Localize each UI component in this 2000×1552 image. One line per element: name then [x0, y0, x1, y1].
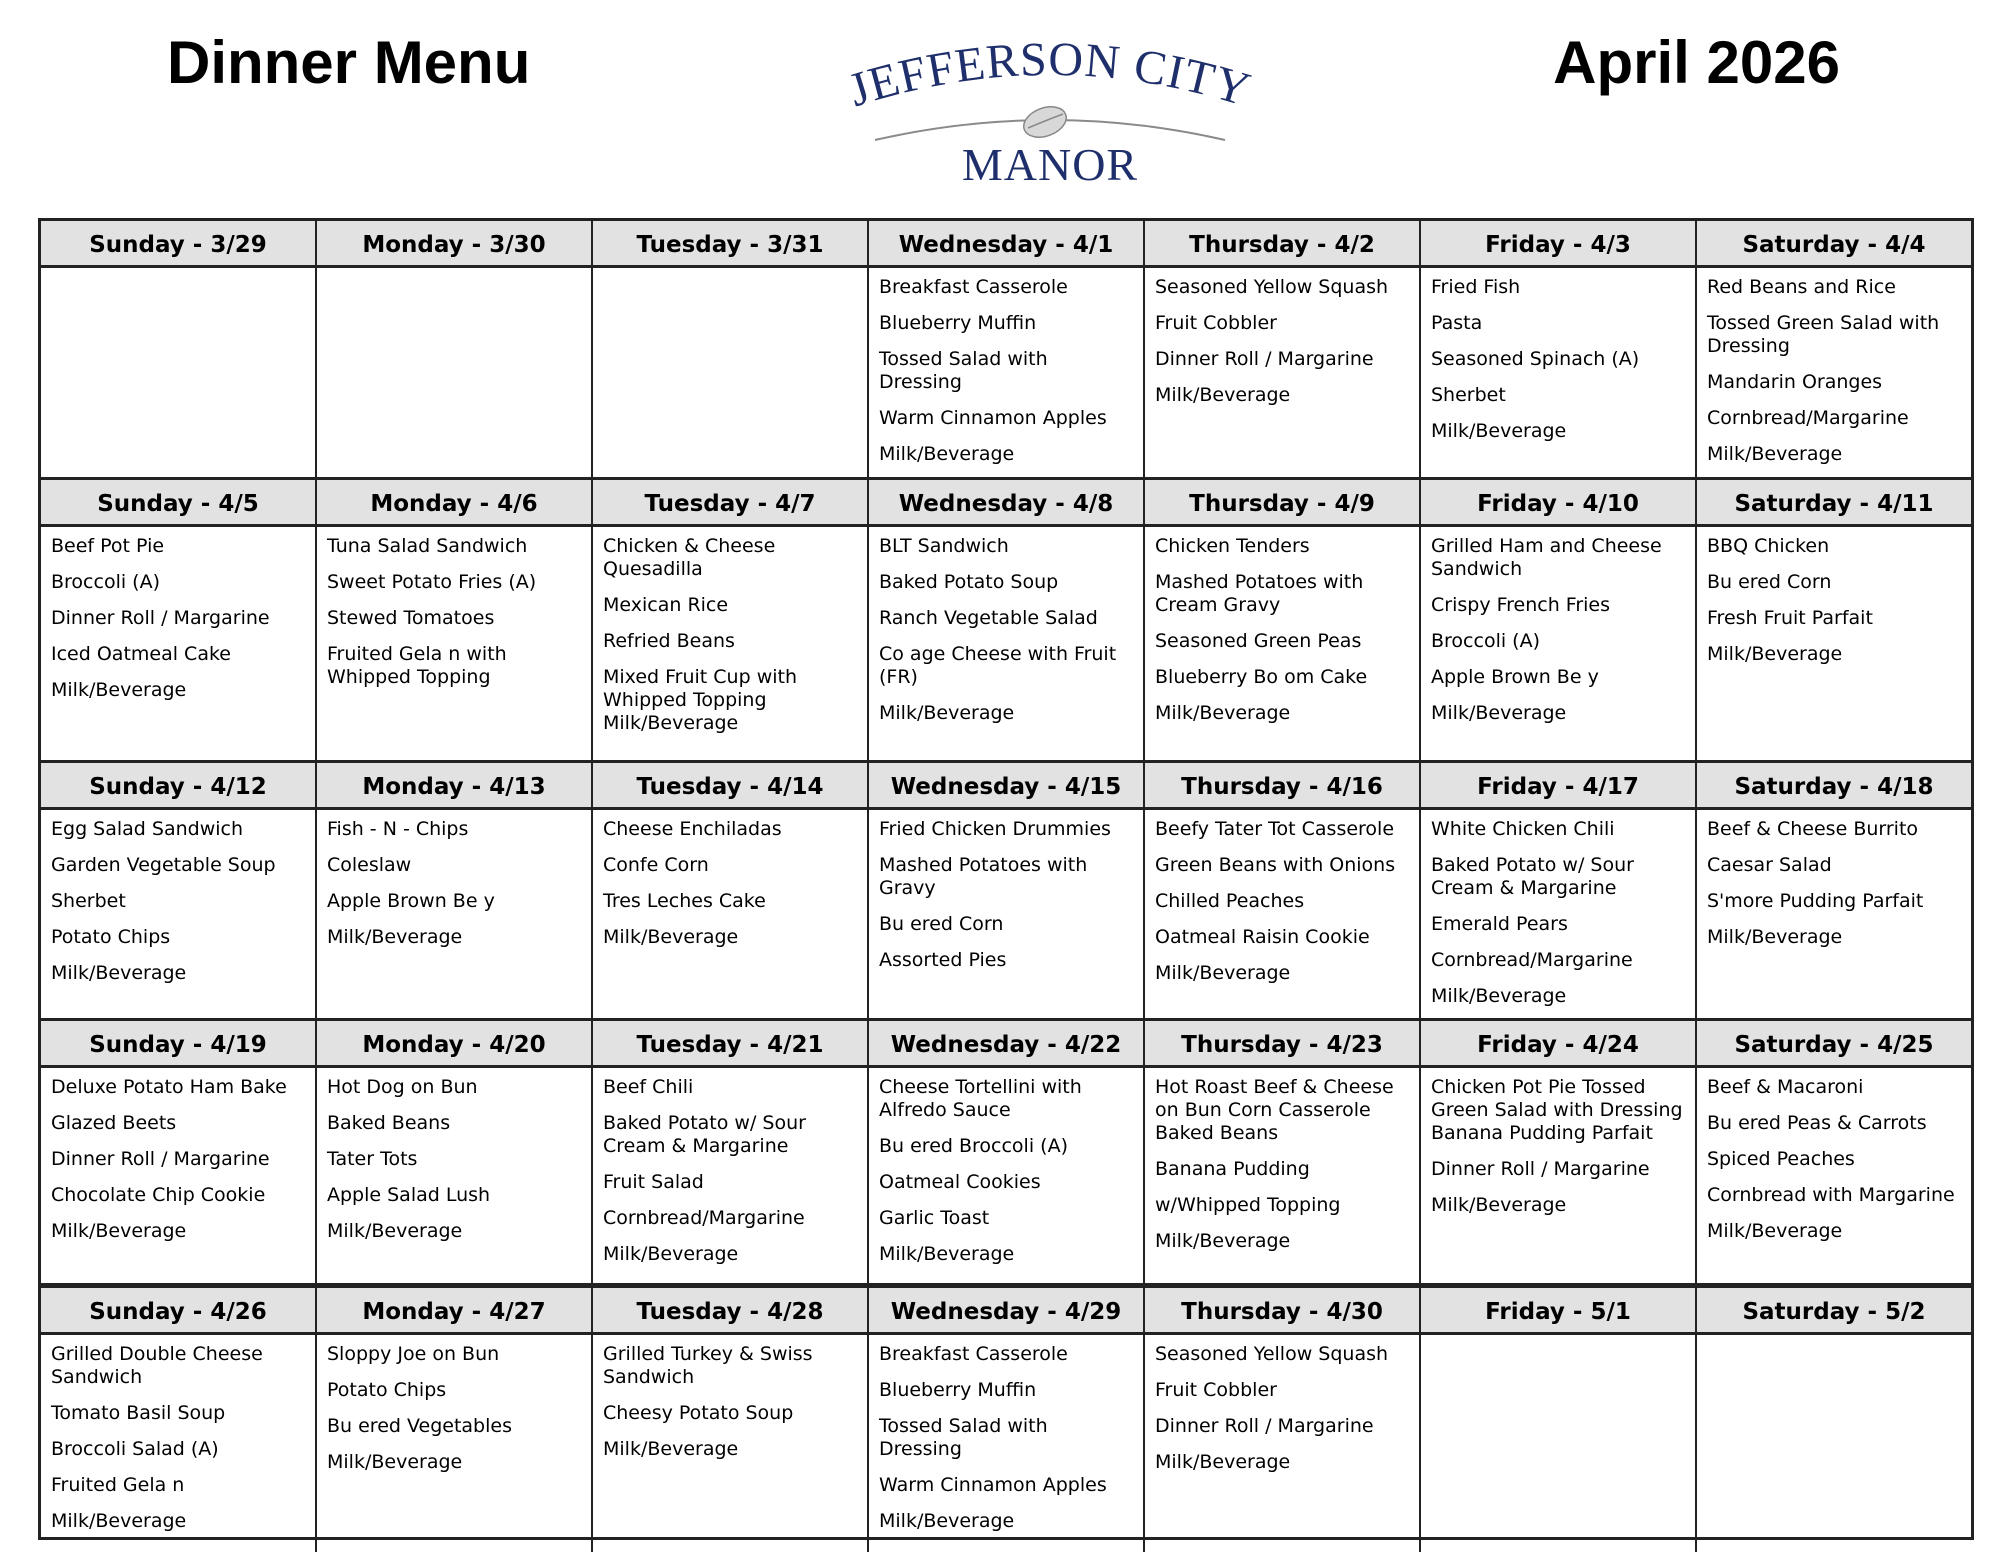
menu-item: Milk/Beverage: [1155, 384, 1291, 406]
menu-item: Tuna Salad Sandwich: [327, 535, 528, 557]
day-menu-cell: [41, 268, 317, 485]
menu-item: Apple Salad Lush: [327, 1184, 491, 1206]
menu-item: Sloppy Joe on Bun: [327, 1343, 500, 1365]
week-2: [41, 480, 1971, 763]
menu-item: Cornbread with Margarine: [1707, 1184, 1955, 1206]
day-menu-cell: [869, 810, 1145, 1027]
menu-item: Baked Potato w/ Sour Cream & Margarine: [603, 1112, 806, 1157]
menu-item: Seasoned Yellow Squash: [1155, 1343, 1389, 1365]
day-header: Monday - 3/30: [317, 221, 593, 265]
menu-item: Fruit Cobbler: [1155, 312, 1277, 334]
menu-item: Milk/Beverage: [1155, 702, 1291, 724]
day-header: Thursday - 4/23: [1145, 1021, 1421, 1065]
menu-item: Fried Fish: [1431, 276, 1521, 298]
menu-item: Breakfast Casserole: [879, 276, 1068, 298]
day-menu-cell: [41, 810, 317, 1027]
menu-item: Milk/Beverage: [51, 962, 187, 984]
day-menu-cell: [1145, 810, 1421, 1027]
menu-item: Confe Corn: [603, 854, 709, 876]
menu-item: Caesar Salad: [1707, 854, 1832, 876]
day-header: Saturday - 4/25: [1734, 1032, 1934, 1058]
menu-item: Mashed Potatoes with Gravy: [879, 854, 1088, 899]
menu-item: Milk/Beverage: [51, 679, 187, 701]
menu-item: Red Beans and Rice: [1707, 276, 1896, 298]
menu-item: Grilled Turkey & Swiss Sandwich: [603, 1343, 813, 1388]
day-header: Saturday - 4/18: [1734, 774, 1934, 800]
day-menu-cell: [1145, 1068, 1421, 1285]
day-header: Monday - 4/13: [317, 763, 593, 807]
menu-item: Beef Pot Pie: [51, 535, 165, 557]
menu-item: Bu ered Corn: [1707, 571, 1832, 593]
menu-item: Cornbread/Margarine: [1431, 949, 1633, 971]
menu-item: Potato Chips: [51, 926, 171, 948]
menu-item: Warm Cinnamon Apples: [879, 1474, 1107, 1496]
day-menu-cell: [1697, 1068, 1971, 1285]
day-header: Wednesday - 4/15: [869, 763, 1145, 807]
menu-item: Oatmeal Cookies: [879, 1171, 1041, 1193]
menu-item: Iced Oatmeal Cake: [51, 643, 231, 665]
day-menu-cell: [593, 1068, 869, 1285]
menu-item: Milk/Beverage: [51, 1510, 187, 1532]
menu-item: Ranch Vegetable Salad: [879, 607, 1098, 629]
menu-item: Blueberry Muffin: [879, 1379, 1037, 1401]
menu-item: Crispy French Fries: [1431, 594, 1611, 616]
menu-item: Refried Beans: [603, 630, 735, 652]
menu-item: Apple Brown Be y: [1431, 666, 1599, 688]
menu-item: Milk/Beverage: [603, 1243, 739, 1265]
day-header-row: [41, 480, 1971, 527]
menu-item: Broccoli Salad (A): [51, 1438, 219, 1460]
menu-item: Beef & Cheese Burrito: [1707, 818, 1919, 840]
menu-item: Milk/Beverage: [1707, 643, 1843, 665]
menu-item: Cheesy Potato Soup: [603, 1402, 794, 1424]
day-header: Wednesday - 4/22: [869, 1021, 1145, 1065]
menu-item: Apple Brown Be y: [327, 890, 495, 912]
menu-item: Beef Chili: [603, 1076, 694, 1098]
day-menu-cell: [1697, 1335, 1971, 1552]
menu-item: Milk/Beverage: [327, 1451, 463, 1473]
day-menu-row: [41, 810, 1971, 1027]
day-menu-cell: [1421, 1335, 1697, 1552]
day-header: Tuesday - 4/21: [593, 1021, 869, 1065]
day-menu-cell: [1421, 268, 1697, 485]
menu-item: Beef & Macaroni: [1707, 1076, 1864, 1098]
day-header: Saturday - 4/11: [1734, 491, 1934, 517]
menu-item: Dinner Roll / Margarine: [1155, 1415, 1374, 1437]
day-header: Sunday - 4/5: [41, 480, 317, 524]
menu-calendar-last-week: [38, 1285, 1974, 1540]
day-header: Monday - 4/27: [317, 1288, 593, 1332]
menu-item: Milk/Beverage: [1155, 1230, 1291, 1252]
menu-item: Milk/Beverage: [1707, 1220, 1843, 1242]
day-menu-row: [41, 527, 1971, 760]
menu-item: Milk/Beverage: [1707, 926, 1843, 948]
menu-item: Milk/Beverage: [1707, 443, 1843, 465]
day-header: Friday - 4/17: [1421, 763, 1697, 807]
day-menu-cell: [317, 268, 593, 485]
day-menu-cell: [41, 527, 317, 760]
menu-item: Milk/Beverage: [1431, 985, 1567, 1007]
menu-item: Mandarin Oranges: [1707, 371, 1883, 393]
menu-item: Sherbet: [51, 890, 126, 912]
menu-item: Milk/Beverage: [879, 443, 1015, 465]
day-header: Wednesday - 4/8: [869, 480, 1145, 524]
menu-item: Blueberry Muffin: [879, 312, 1037, 334]
menu-item: Bu ered Vegetables: [327, 1415, 512, 1437]
day-menu-cell: [869, 1068, 1145, 1285]
menu-item: Garden Vegetable Soup: [51, 854, 276, 876]
menu-item: Egg Salad Sandwich: [51, 818, 244, 840]
menu-item: Milk/Beverage: [879, 702, 1015, 724]
day-header: Thursday - 4/2: [1145, 221, 1421, 265]
day-header-row: [41, 1288, 1971, 1335]
menu-item: Assorted Pies: [879, 949, 1007, 971]
menu-item: Warm Cinnamon Apples: [879, 407, 1107, 429]
day-menu-cell: [1145, 1335, 1421, 1552]
menu-item: Garlic Toast: [879, 1207, 990, 1229]
menu-item: Dinner Roll / Margarine: [1155, 348, 1374, 370]
day-header: Saturday - 4/4: [1742, 232, 1926, 258]
menu-item: Cheese Tortellini with Alfredo Sauce: [879, 1076, 1082, 1121]
day-menu-cell: [593, 527, 869, 760]
menu-item: Seasoned Yellow Squash: [1155, 276, 1389, 298]
day-menu-cell: [317, 527, 593, 760]
month-title: April 2026: [1553, 29, 1840, 96]
menu-item: Bu ered Peas & Carrots: [1707, 1112, 1927, 1134]
menu-item: Fruited Gela n with Whipped Topping: [327, 643, 507, 688]
jefferson-city-manor-logo: [835, 30, 1265, 190]
menu-item: Grilled Double Cheese Sandwich: [51, 1343, 263, 1388]
day-menu-cell: [317, 1335, 593, 1552]
logo-text-bottom: MANOR: [961, 139, 1139, 190]
menu-item: Chicken Pot Pie Tossed Green Salad with Dressing Banana Pudding Parfait: [1431, 1076, 1683, 1144]
menu-item: Chicken Tenders: [1155, 535, 1310, 557]
day-header: Monday - 4/6: [317, 480, 593, 524]
day-menu-row: [41, 1068, 1971, 1285]
menu-item: Fruit Salad: [603, 1171, 704, 1193]
page-title: Dinner Menu: [167, 29, 531, 96]
menu-item: Breakfast Casserole: [879, 1343, 1068, 1365]
day-header-row: [41, 1021, 1971, 1068]
day-menu-cell: [869, 1335, 1145, 1552]
menu-item: Beefy Tater Tot Casserole: [1155, 818, 1395, 840]
menu-item: Mashed Potatoes with Cream Gravy: [1155, 571, 1364, 616]
menu-item: Milk/Beverage: [1431, 702, 1567, 724]
svg-text:JEFFERSON CITY: [843, 33, 1257, 117]
menu-item: Tres Leches Cake: [603, 890, 766, 912]
menu-item: BLT Sandwich: [879, 535, 1009, 557]
day-menu-row: [41, 1335, 1971, 1552]
menu-item: Milk/Beverage: [327, 1220, 463, 1242]
menu-item: Milk/Beverage: [1155, 962, 1291, 984]
day-header: Tuesday - 4/7: [593, 480, 869, 524]
menu-item: S'more Pudding Parfait: [1707, 890, 1924, 912]
menu-item: Hot Roast Beef & Cheese on Bun Corn Casserole Baked Beans: [1155, 1076, 1394, 1144]
menu-item: Seasoned Spinach (A): [1431, 348, 1640, 370]
menu-item: Deluxe Potato Ham Bake: [51, 1076, 287, 1098]
menu-item: Milk/Beverage: [879, 1510, 1015, 1532]
leaf-icon: [1020, 101, 1071, 142]
day-menu-cell: [1697, 810, 1971, 1027]
menu-item: Dinner Roll / Margarine: [51, 1148, 270, 1170]
day-header: Tuesday - 3/31: [593, 221, 869, 265]
menu-item: Mixed Fruit Cup with Whipped Topping Milk/Beverage: [603, 666, 798, 734]
menu-item: Hot Dog on Bun: [327, 1076, 478, 1098]
menu-item: Tossed Green Salad with Dressing: [1707, 312, 1940, 357]
menu-item: Tomato Basil Soup: [51, 1402, 226, 1424]
day-menu-cell: [317, 810, 593, 1027]
menu-item: Bu ered Corn: [879, 913, 1004, 935]
week-5: [41, 1288, 1971, 1537]
logo-text-top: JEFFERSON CITY: [842, 32, 1258, 118]
menu-item: Tossed Salad with Dressing: [879, 348, 1048, 393]
menu-item: Milk/Beverage: [603, 926, 739, 948]
day-header: Saturday - 5/2: [1742, 1299, 1926, 1325]
week-3: [41, 763, 1971, 1021]
day-header: Sunday - 4/26: [41, 1288, 317, 1332]
menu-item: Dinner Roll / Margarine: [51, 607, 270, 629]
menu-item: Milk/Beverage: [879, 1243, 1015, 1265]
menu-item: Dinner Roll / Margarine: [1431, 1158, 1650, 1180]
menu-item: Emerald Pears: [1431, 913, 1568, 935]
menu-item: Mexican Rice: [603, 594, 729, 616]
menu-item: Milk/Beverage: [1431, 1194, 1567, 1216]
menu-item: Milk/Beverage: [51, 1220, 187, 1242]
day-menu-cell: [1421, 527, 1697, 760]
day-menu-cell: [593, 1335, 869, 1552]
menu-item: Chicken & Cheese Quesadilla: [603, 535, 776, 580]
menu-item: Grilled Ham and Cheese Sandwich: [1431, 535, 1662, 580]
day-header: Friday - 5/1: [1421, 1288, 1697, 1332]
menu-calendar-main: [38, 218, 1974, 1286]
day-header: Tuesday - 4/14: [593, 763, 869, 807]
menu-item: Sweet Potato Fries (A): [327, 571, 537, 593]
menu-item: Seasoned Green Peas: [1155, 630, 1362, 652]
day-header-row: [41, 221, 1971, 268]
menu-item: Milk/Beverage: [603, 1438, 739, 1460]
day-header: Sunday - 4/12: [41, 763, 317, 807]
day-menu-cell: [1145, 268, 1421, 485]
day-menu-cell: [1145, 527, 1421, 760]
day-header: Wednesday - 4/1: [869, 221, 1145, 265]
day-menu-row: [41, 268, 1971, 485]
menu-item: Fish - N - Chips: [327, 818, 469, 840]
menu-item: Blueberry Bo om Cake: [1155, 666, 1368, 688]
menu-item: Bu ered Broccoli (A): [879, 1135, 1068, 1157]
day-header: Thursday - 4/9: [1145, 480, 1421, 524]
menu-item: Fruit Cobbler: [1155, 1379, 1277, 1401]
menu-item: Co age Cheese with Fruit (FR): [879, 643, 1117, 688]
menu-item: Fried Chicken Drummies: [879, 818, 1111, 840]
day-header: Friday - 4/24: [1421, 1021, 1697, 1065]
day-menu-cell: [1697, 527, 1971, 760]
day-header: Tuesday - 4/28: [593, 1288, 869, 1332]
day-header: Wednesday - 4/29: [869, 1288, 1145, 1332]
day-header: Sunday - 3/29: [41, 221, 317, 265]
menu-item: Baked Potato w/ Sour Cream & Margarine: [1431, 854, 1634, 899]
day-menu-cell: [1421, 1068, 1697, 1285]
menu-item: Milk/Beverage: [1431, 420, 1567, 442]
day-menu-cell: [317, 1068, 593, 1285]
day-menu-cell: [1421, 810, 1697, 1027]
menu-item: Green Beans with Onions: [1155, 854, 1396, 876]
day-header: Monday - 4/20: [317, 1021, 593, 1065]
menu-item: Cornbread/Margarine: [1707, 407, 1909, 429]
menu-item: Oatmeal Raisin Cookie: [1155, 926, 1370, 948]
menu-item: Potato Chips: [327, 1379, 447, 1401]
menu-item: Baked Potato Soup: [879, 571, 1059, 593]
day-header: Thursday - 4/30: [1145, 1288, 1421, 1332]
menu-item: Sherbet: [1431, 384, 1506, 406]
menu-item: Banana Pudding: [1155, 1158, 1310, 1180]
day-header: Sunday - 4/19: [41, 1021, 317, 1065]
menu-item: Tater Tots: [327, 1148, 418, 1170]
day-menu-cell: [869, 527, 1145, 760]
day-header: Thursday - 4/16: [1145, 763, 1421, 807]
week-1: [41, 221, 1971, 480]
menu-item: Cornbread/Margarine: [603, 1207, 805, 1229]
menu-item: Milk/Beverage: [1155, 1451, 1291, 1473]
day-header: Friday - 4/10: [1421, 480, 1697, 524]
menu-item: Pasta: [1431, 312, 1483, 334]
menu-item: Fresh Fruit Parfait: [1707, 607, 1873, 629]
menu-item: Chocolate Chip Cookie: [51, 1184, 266, 1206]
menu-item: White Chicken Chili: [1431, 818, 1615, 840]
menu-item: w/Whipped Topping: [1155, 1194, 1341, 1216]
menu-item: Spiced Peaches: [1707, 1148, 1855, 1170]
week-4: [41, 1021, 1971, 1283]
day-header-row: [41, 763, 1971, 810]
day-menu-cell: [41, 1335, 317, 1552]
menu-item: Coleslaw: [327, 854, 412, 876]
menu-item: Broccoli (A): [51, 571, 160, 593]
day-menu-cell: [593, 810, 869, 1027]
menu-item: Fruited Gela n: [51, 1474, 185, 1496]
day-menu-cell: [593, 268, 869, 485]
menu-item: Stewed Tomatoes: [327, 607, 495, 629]
day-menu-cell: [1697, 268, 1971, 485]
menu-item: Broccoli (A): [1431, 630, 1540, 652]
day-menu-cell: [869, 268, 1145, 485]
menu-item: BBQ Chicken: [1707, 535, 1830, 557]
menu-item: Tossed Salad with Dressing: [879, 1415, 1048, 1460]
day-menu-cell: [41, 1068, 317, 1285]
menu-item: Milk/Beverage: [327, 926, 463, 948]
menu-item: Cheese Enchiladas: [603, 818, 782, 840]
menu-item: Chilled Peaches: [1155, 890, 1305, 912]
menu-item: Glazed Beets: [51, 1112, 177, 1134]
day-header: Friday - 4/3: [1421, 221, 1697, 265]
menu-item: Baked Beans: [327, 1112, 451, 1134]
